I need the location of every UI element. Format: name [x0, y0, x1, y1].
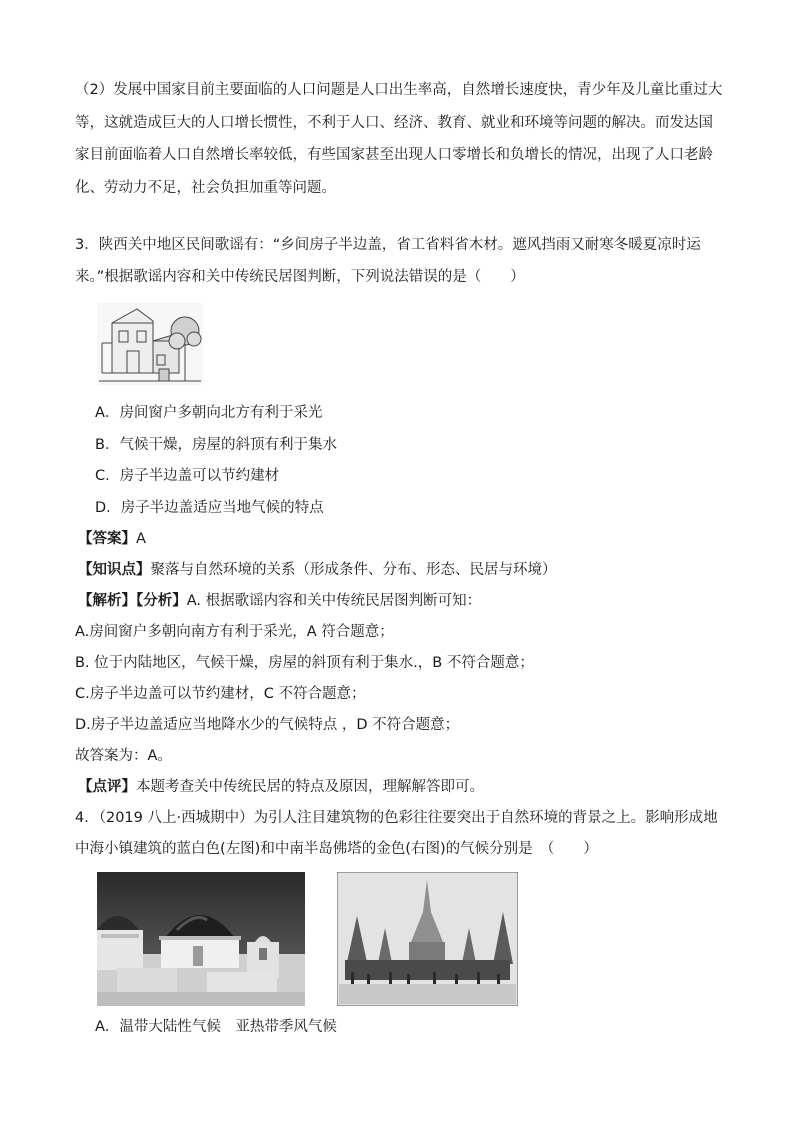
q3-analysis-heading — [78, 590, 481, 612]
q3-comment — [78, 776, 484, 798]
answer-value: A — [136, 531, 146, 547]
q3-analysis-line-c: C.房子半边盖可以节约建材，C 不符合题意； — [75, 686, 366, 702]
q3-analysis-line-d: D.房子半边盖适应当地降水少的气候特点 ，D 不符合题意； — [75, 717, 460, 733]
comment-tag: 【点评】 — [78, 779, 136, 795]
q3-option-b: B．气候干燥，房屋的斜顶有利于集水 — [95, 437, 337, 453]
q4-stem-line1: 4．（2019 八上·西城期中）为引人注目建筑物的色彩往往要突出于自然环境的背景之上。影响形成地 — [75, 810, 718, 826]
q4-stem-line2: 中海小镇建筑的蓝白色(左图)和中南半岛佛塔的金色(右图)的气候分别是 （ ） — [75, 841, 598, 857]
q4-option-a: A．温带大陆性气候 亚热带季风气候 — [95, 1019, 337, 1035]
q3-stem-line2: 来。”根据歌谣内容和关中传统民居图判断，下列说法错误的是（ ） — [75, 269, 525, 285]
comment-value: 本题考查关中传统民居的特点及原因，理解解答即可。 — [136, 779, 484, 795]
knowledge-tag: 【知识点】 — [78, 562, 151, 578]
knowledge-value: 聚落与自然环境的关系（形成条件、分布、形态、民居与环境） — [150, 562, 557, 578]
q3-knowledge-point — [78, 559, 557, 581]
pagoda-photo — [337, 872, 518, 1006]
q3-analysis-line-a: A.房间窗户多朝向南方有利于采光，A 符合题意； — [75, 624, 394, 640]
q3-stem-line1: 3．陕西关中地区民间歌谣有：“乡间房子半边盖，省工省料省木材。遮风挡雨又耐寒冬暖夏凉时运 — [75, 237, 701, 253]
q3-analysis-line-b: B. 位于内陆地区，气候干燥，房屋的斜顶有利于集水.，B 不符合题意； — [75, 655, 534, 671]
answer-tag: 【答案】 — [78, 531, 136, 547]
analysis-tag: 【解析】【分析】 — [78, 593, 187, 609]
q3-analysis-conclusion: 故答案为：A。 — [75, 748, 172, 764]
analysis-intro: A. 根据歌谣内容和关中传统民居图判断可知： — [186, 593, 482, 609]
q3-answer — [78, 528, 146, 550]
q3-option-a: A．房间窗户多朝向北方有利于采光 — [95, 405, 323, 421]
q3-option-c: C．房子半边盖可以节约建材 — [95, 468, 280, 484]
guanzhong-house-sketch-image — [97, 303, 203, 385]
q3-option-d: D．房子半边盖适应当地气候的特点 — [95, 500, 324, 516]
mediterranean-town-photo — [97, 872, 305, 1006]
section2-paragraph: （2）发展中国家目前主要面临的人口问题是人口出生率高，自然增长速度快，青少年及儿童比重过大等，这就造成巨大的人口增长惯性，不利于人口、经济、教育、就业和环境等问题的解决。而发达国家目前面临着人口自然增长率较低，有些国家甚至出现人口零增长和负增长的情况，出现了人口老龄化、劳动力不足，社会负担加重等问题。 — [75, 82, 723, 196]
